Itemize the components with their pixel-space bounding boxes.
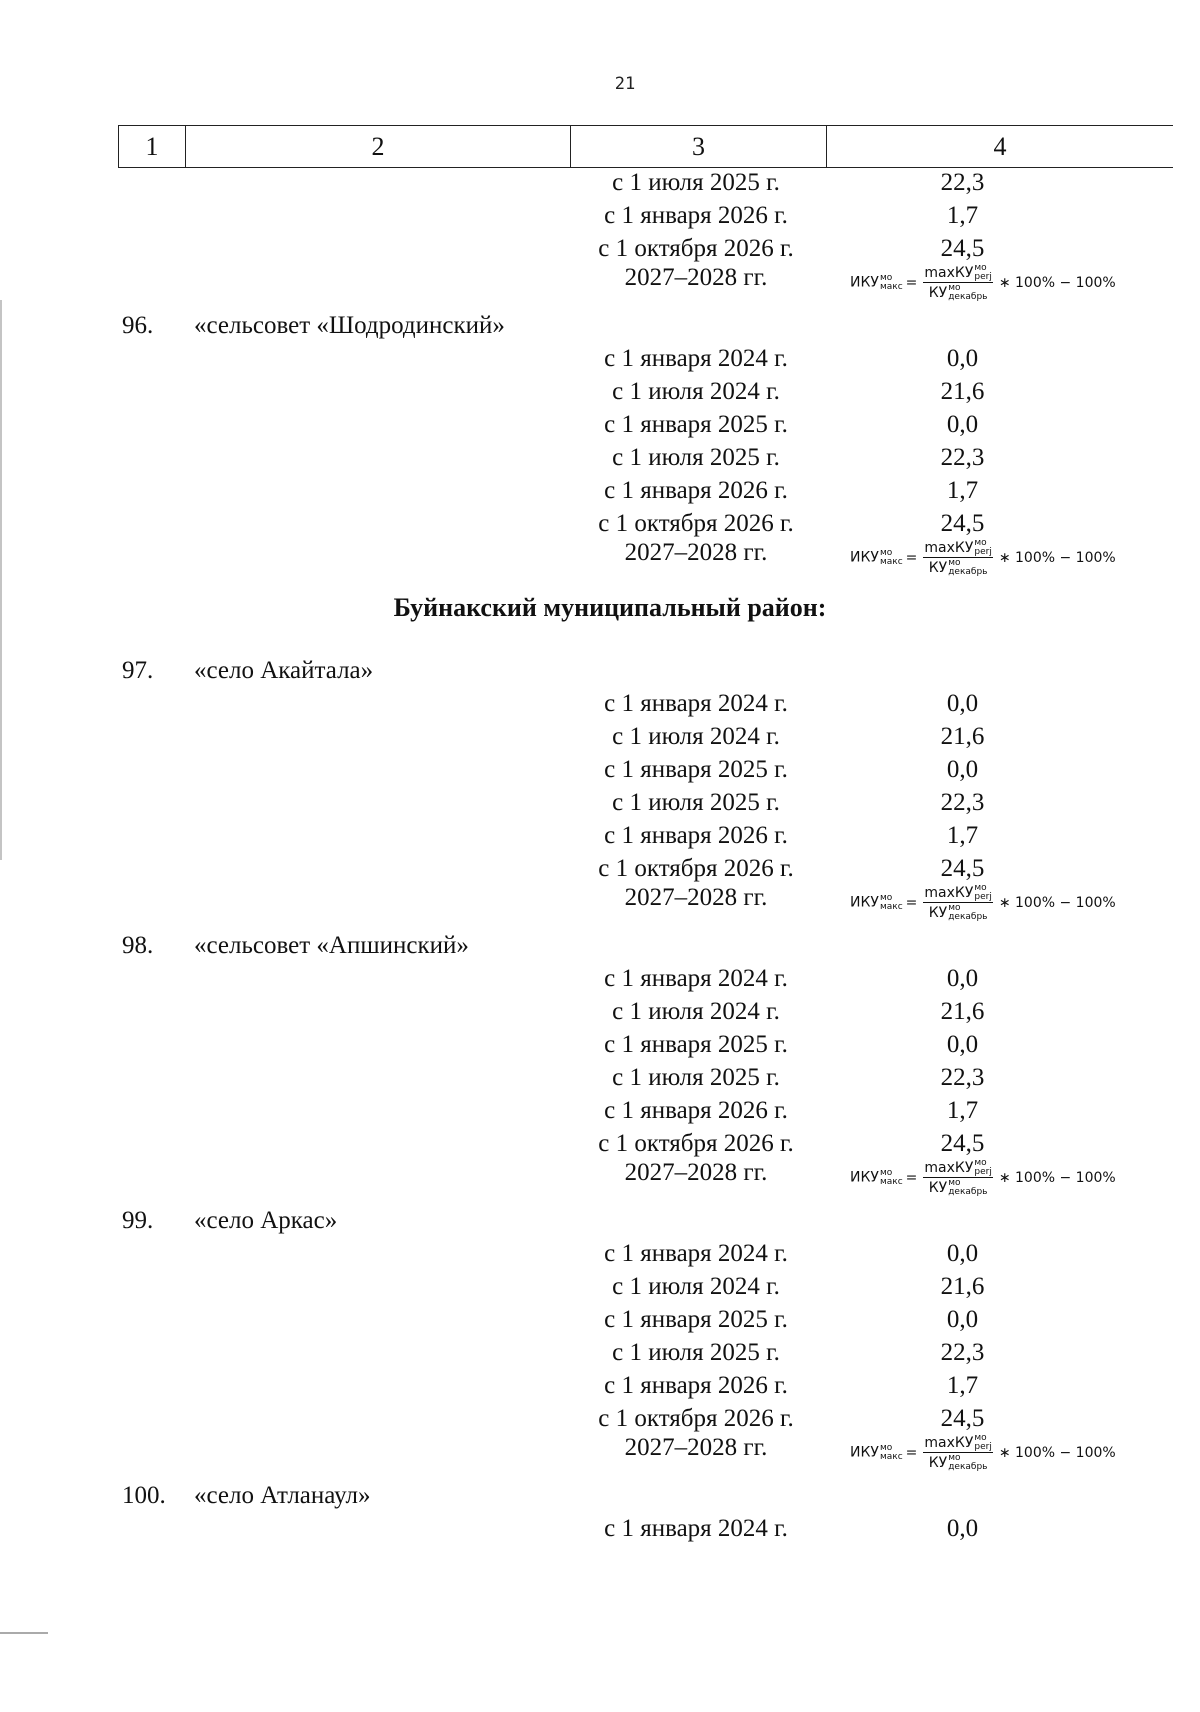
value-cell: 0,0 <box>946 1031 979 1058</box>
value-cell: 22,3 <box>940 1339 985 1366</box>
entity-number: 99. <box>122 1207 154 1234</box>
value-cell: 0,0 <box>946 1240 979 1267</box>
formula-den-sub: декабрь <box>948 566 988 577</box>
entity-name: «село Аркас» <box>194 1207 338 1234</box>
formula <box>850 884 1116 921</box>
value-cell: 24,5 <box>940 1130 985 1157</box>
entity-name: «село Акайтала» <box>194 657 374 684</box>
value-cell: 22,3 <box>940 169 985 196</box>
header-col-1: 1 <box>118 126 186 167</box>
formula-denominator <box>929 1178 988 1196</box>
formula-fraction <box>923 1434 992 1471</box>
period-cell: с 1 октября 2026 г. <box>598 855 794 882</box>
formula-lhs-main: ИКУ <box>850 549 879 566</box>
formula-equals: = <box>905 894 918 911</box>
formula-den-sub: декабрь <box>948 1461 988 1472</box>
formula-den-sub: декабрь <box>948 1186 988 1197</box>
period-cell: с 1 июля 2025 г. <box>612 1064 780 1091</box>
formula-equals: = <box>905 274 918 291</box>
formula-num-sub: perj <box>974 271 992 282</box>
formula-lhs-indices <box>880 1444 903 1461</box>
formula-den-sub: декабрь <box>948 911 988 922</box>
rate-row <box>0 408 1200 441</box>
formula-lhs-main: ИКУ <box>850 1444 879 1461</box>
rate-row <box>0 1303 1200 1336</box>
period-cell: 2027–2028 гг. <box>624 539 768 566</box>
formula-denominator <box>929 1453 988 1471</box>
rate-row <box>0 885 1200 929</box>
value-cell: 0,0 <box>946 965 979 992</box>
formula-lhs-main: ИКУ <box>850 274 879 291</box>
rate-row <box>0 540 1200 584</box>
value-cell: 21,6 <box>940 378 985 405</box>
formula-num-sup: мо <box>974 1433 987 1443</box>
formula-fraction <box>923 884 992 921</box>
formula-den-indices <box>948 559 987 576</box>
formula-fraction <box>923 1159 992 1196</box>
formula-numerator <box>923 1434 992 1453</box>
period-cell: с 1 июля 2025 г. <box>612 444 780 471</box>
formula-denominator <box>929 558 988 576</box>
formula-lhs-sup: мо <box>879 1168 893 1179</box>
value-cell: 22,3 <box>940 1064 985 1091</box>
value-cell: 1,7 <box>946 822 979 849</box>
formula <box>850 1159 1116 1196</box>
rate-row <box>0 1061 1200 1094</box>
period-cell: с 1 июля 2024 г. <box>612 1273 780 1300</box>
header-col-3: 3 <box>571 126 827 167</box>
formula-num-indices <box>974 264 991 281</box>
rate-row <box>0 1435 1200 1479</box>
period-cell: с 1 января 2026 г. <box>604 1372 788 1399</box>
rate-row <box>0 1094 1200 1127</box>
rate-row <box>0 199 1200 232</box>
formula-numerator <box>923 264 992 283</box>
formula-lhs-sup: мо <box>879 1443 893 1454</box>
rate-row <box>0 474 1200 507</box>
period-cell: с 1 июля 2025 г. <box>612 169 780 196</box>
period-cell: с 1 октября 2026 г. <box>598 235 794 262</box>
entity-name: «сельсовет «Шодродинский» <box>194 312 505 339</box>
formula-lhs <box>850 274 903 291</box>
rate-row <box>0 265 1200 309</box>
period-cell: с 1 января 2026 г. <box>604 477 788 504</box>
table-body <box>0 166 1200 1545</box>
entity-row <box>0 654 1200 687</box>
formula-lhs-sup: мо <box>879 548 893 559</box>
entity-number: 97. <box>122 657 154 684</box>
formula-lhs-indices <box>880 894 903 911</box>
formula-numerator <box>923 1159 992 1178</box>
formula-lhs <box>850 1169 903 1186</box>
period-cell: с 1 июля 2025 г. <box>612 789 780 816</box>
rate-row <box>0 786 1200 819</box>
formula-den-sub: декабрь <box>948 291 988 302</box>
formula-num-indices <box>974 884 991 901</box>
page-number: 21 <box>614 74 636 94</box>
formula-denominator <box>929 283 988 301</box>
rate-row <box>0 687 1200 720</box>
formula-lhs-sup: мо <box>879 893 893 904</box>
formula-den-main: КУ <box>928 904 948 921</box>
value-cell: 21,6 <box>940 723 985 750</box>
scan-edge-mark <box>0 1632 48 1634</box>
formula-num-sup: мо <box>974 538 987 548</box>
period-cell: с 1 января 2025 г. <box>604 1306 788 1333</box>
formula-den-indices <box>948 284 987 301</box>
formula <box>850 1434 1116 1471</box>
formula-den-main: КУ <box>928 1454 948 1471</box>
formula-den-sup: мо <box>948 1453 961 1464</box>
formula-lhs-sub: макс <box>879 556 903 567</box>
period-cell: с 1 июля 2024 г. <box>612 378 780 405</box>
formula-lhs-indices <box>880 1169 903 1186</box>
formula-den-indices <box>948 1454 987 1471</box>
rate-row <box>0 342 1200 375</box>
value-cell: 0,0 <box>946 345 979 372</box>
period-cell: с 1 января 2024 г. <box>604 345 788 372</box>
formula-lhs-main: ИКУ <box>850 894 879 911</box>
period-cell: с 1 июля 2024 г. <box>612 998 780 1025</box>
formula-fraction <box>923 539 992 576</box>
formula-lhs <box>850 1444 903 1461</box>
rate-row <box>0 819 1200 852</box>
value-cell: 22,3 <box>940 789 985 816</box>
entity-row <box>0 1204 1200 1237</box>
value-cell: 0,0 <box>946 690 979 717</box>
entity-number: 96. <box>122 312 154 339</box>
formula-lhs <box>850 894 903 911</box>
formula-num-indices <box>974 1159 991 1176</box>
period-cell: с 1 октября 2026 г. <box>598 1130 794 1157</box>
section-heading: Буйнакский муниципальный район: <box>393 593 827 622</box>
value-cell: 24,5 <box>940 855 985 882</box>
entity-row <box>0 309 1200 342</box>
entity-number: 98. <box>122 932 154 959</box>
formula-num-main: maxКУ <box>924 1434 974 1451</box>
period-cell: 2027–2028 гг. <box>624 264 768 291</box>
period-cell: с 1 июля 2025 г. <box>612 1339 780 1366</box>
value-cell: 24,5 <box>940 1405 985 1432</box>
formula-lhs-sup: мо <box>879 273 893 284</box>
period-cell: с 1 января 2026 г. <box>604 1097 788 1124</box>
formula-fraction <box>923 264 992 301</box>
formula-num-sub: perj <box>974 1441 992 1452</box>
rate-row <box>0 995 1200 1028</box>
value-cell: 24,5 <box>940 510 985 537</box>
formula <box>850 264 1116 301</box>
value-cell: 1,7 <box>946 1372 979 1399</box>
rate-row <box>0 1369 1200 1402</box>
formula-lhs-sub: макс <box>879 1451 903 1462</box>
formula-num-sub: perj <box>974 891 992 902</box>
value-cell: 0,0 <box>946 756 979 783</box>
period-cell: с 1 июля 2024 г. <box>612 723 780 750</box>
rate-row <box>0 753 1200 786</box>
formula-den-sup: мо <box>948 283 961 294</box>
entity-row <box>0 929 1200 962</box>
period-cell: с 1 января 2025 г. <box>604 756 788 783</box>
header-col-2: 2 <box>186 126 571 167</box>
formula-tail: ∗ 100% − 100% <box>998 549 1116 566</box>
rate-row <box>0 1512 1200 1545</box>
formula-num-main: maxКУ <box>924 1159 974 1176</box>
formula-lhs-sub: макс <box>879 281 903 292</box>
value-cell: 1,7 <box>946 477 979 504</box>
value-cell: 21,6 <box>940 1273 985 1300</box>
value-cell: 24,5 <box>940 235 985 262</box>
formula-num-main: maxКУ <box>924 264 974 281</box>
formula-lhs-indices <box>880 549 903 566</box>
rate-row <box>0 720 1200 753</box>
formula-tail: ∗ 100% − 100% <box>998 894 1116 911</box>
formula-denominator <box>929 903 988 921</box>
formula-lhs-indices <box>880 274 903 291</box>
formula-den-indices <box>948 904 987 921</box>
formula-tail: ∗ 100% − 100% <box>998 1169 1116 1186</box>
period-cell: с 1 января 2026 г. <box>604 822 788 849</box>
formula-den-sup: мо <box>948 558 961 569</box>
entity-row <box>0 1479 1200 1512</box>
formula-num-sup: мо <box>974 883 987 893</box>
formula-den-sup: мо <box>948 903 961 914</box>
formula-numerator <box>923 884 992 903</box>
entity-number: 100. <box>122 1482 166 1509</box>
rate-row <box>0 441 1200 474</box>
period-cell: с 1 октября 2026 г. <box>598 510 794 537</box>
rate-row <box>0 1028 1200 1061</box>
rate-row <box>0 1160 1200 1204</box>
period-cell: с 1 октября 2026 г. <box>598 1405 794 1432</box>
formula-num-indices <box>974 539 991 556</box>
formula-den-main: КУ <box>928 559 948 576</box>
rate-row <box>0 1336 1200 1369</box>
table-header <box>118 125 1173 168</box>
formula-num-main: maxКУ <box>924 539 974 556</box>
value-cell: 1,7 <box>946 1097 979 1124</box>
period-cell: 2027–2028 гг. <box>624 1434 768 1461</box>
formula <box>850 539 1116 576</box>
formula-tail: ∗ 100% − 100% <box>998 1444 1116 1461</box>
formula-den-main: КУ <box>928 1179 948 1196</box>
formula-tail: ∗ 100% − 100% <box>998 274 1116 291</box>
formula-num-sup: мо <box>974 263 987 273</box>
rate-row <box>0 1270 1200 1303</box>
period-cell: с 1 января 2024 г. <box>604 1240 788 1267</box>
formula-lhs <box>850 549 903 566</box>
value-cell: 0,0 <box>946 1515 979 1542</box>
formula-equals: = <box>905 549 918 566</box>
entity-name: «сельсовет «Апшинский» <box>194 932 469 959</box>
formula-equals: = <box>905 1169 918 1186</box>
rate-row <box>0 962 1200 995</box>
formula-lhs-sub: макс <box>879 901 903 912</box>
rate-row <box>0 1237 1200 1270</box>
scan-edge-mark <box>0 300 2 860</box>
period-cell: 2027–2028 гг. <box>624 884 768 911</box>
formula-den-indices <box>948 1179 987 1196</box>
period-cell: с 1 января 2024 г. <box>604 1515 788 1542</box>
header-col-4: 4 <box>993 131 1007 161</box>
period-cell: 2027–2028 гг. <box>624 1159 768 1186</box>
rate-row <box>0 375 1200 408</box>
formula-lhs-sub: макс <box>879 1176 903 1187</box>
value-cell: 22,3 <box>940 444 985 471</box>
formula-num-main: maxКУ <box>924 884 974 901</box>
period-cell: с 1 января 2025 г. <box>604 1031 788 1058</box>
period-cell: с 1 января 2024 г. <box>604 690 788 717</box>
period-cell: с 1 января 2024 г. <box>604 965 788 992</box>
formula-den-main: КУ <box>928 284 948 301</box>
formula-numerator <box>923 539 992 558</box>
rate-row <box>0 166 1200 199</box>
formula-den-sup: мо <box>948 1178 961 1189</box>
entity-name: «село Атланаул» <box>194 1482 371 1509</box>
value-cell: 0,0 <box>946 411 979 438</box>
period-cell: с 1 января 2026 г. <box>604 202 788 229</box>
formula-num-sub: perj <box>974 546 992 557</box>
formula-num-sup: мо <box>974 1158 987 1168</box>
formula-num-sub: perj <box>974 1166 992 1177</box>
formula-num-indices <box>974 1434 991 1451</box>
value-cell: 0,0 <box>946 1306 979 1333</box>
formula-equals: = <box>905 1444 918 1461</box>
value-cell: 21,6 <box>940 998 985 1025</box>
formula-lhs-main: ИКУ <box>850 1169 879 1186</box>
value-cell: 1,7 <box>946 202 979 229</box>
period-cell: с 1 января 2025 г. <box>604 411 788 438</box>
